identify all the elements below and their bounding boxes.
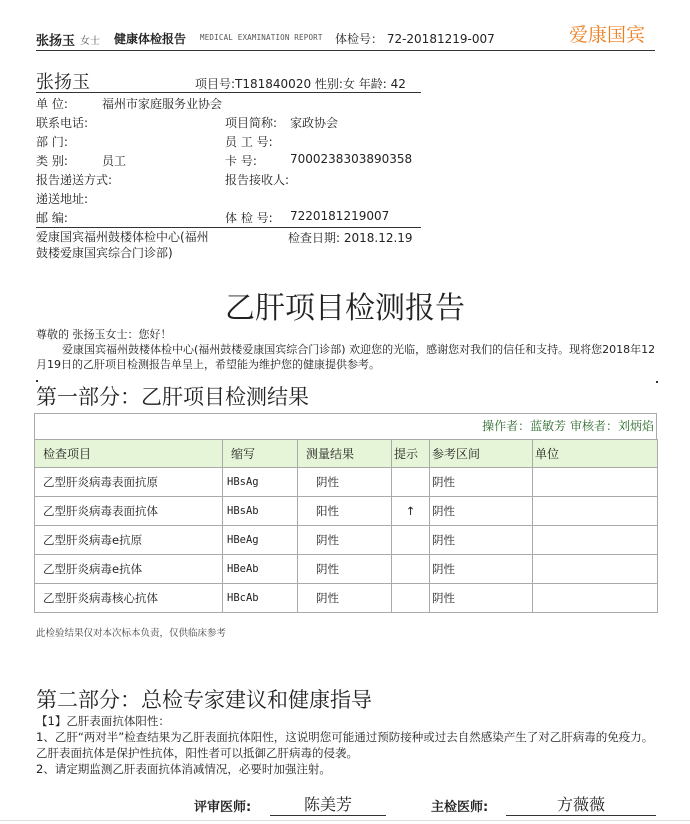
employee-number-label: 员 工 号: (225, 135, 273, 149)
intro-paragraph: 爱康国宾福州鼓楼体检中心(福州鼓楼爱康国宾综合门诊部) 欢迎您的光临，感谢您对我们的信任和支持。现将您2018年12月19日的乙肝项目检测报告单呈上，希望能为维护您的健康提供参考。 (36, 343, 656, 371)
delivery-address-label: 递送地址: (36, 192, 89, 206)
cell-flag (392, 468, 430, 497)
table-header-row (35, 440, 658, 468)
department-label: 部 门: (36, 135, 68, 149)
header-gender: 女士 (80, 36, 100, 47)
report-delivery-label: 报告递送方式: (36, 173, 113, 187)
project-value: 家政协会 (290, 116, 339, 130)
cell-abbr: HBeAb (223, 555, 298, 584)
cell-unit (533, 584, 658, 613)
cell-abbr: HBcAb (223, 584, 298, 613)
cell-flag (392, 555, 430, 584)
cell-flag (392, 526, 430, 555)
table-row (35, 497, 658, 526)
cell-unit (533, 497, 658, 526)
postcode-label: 邮 编: (36, 211, 68, 225)
cell-unit (533, 526, 658, 555)
cell-item: 乙型肝炎病毒表面抗体 (35, 497, 223, 526)
reviewer-signature: 陈美芳 (270, 795, 386, 816)
chief-examiner-label: 主检医师: (431, 800, 489, 815)
chief-examiner-signature: 方薇薇 (506, 795, 656, 816)
patient-divider-top (36, 92, 421, 93)
exam-center-name: 爱康国宾福州鼓楼体检中心(福州鼓楼爱康国宾综合门诊部) (36, 230, 209, 260)
results-table-container (34, 413, 657, 613)
patient-summary: 项目号:T181840020 性别:女 年龄: 42 (195, 77, 406, 91)
header-divider (36, 50, 655, 51)
col-header-abbr: 缩写 (223, 440, 298, 468)
operator-reviewer-line: 操作者：蓝敏芳 审核者：刘炳焰 (34, 413, 657, 439)
card-label: 卡 号: (225, 154, 257, 168)
cell-reference: 阴性 (430, 584, 533, 613)
exam-number-value: 7220181219007 (290, 209, 390, 223)
unit-label: 单 位: (36, 97, 68, 111)
header-report-title: 健康体检报告 (114, 32, 187, 46)
header-exam-number: 体检号： 72-20181219-007 (335, 32, 495, 46)
reviewer-label: 评审医师: (194, 800, 252, 815)
table-row (35, 526, 658, 555)
cell-reference: 阴性 (430, 468, 533, 497)
cell-flag-up-arrow: ↑ (392, 497, 430, 526)
report-receiver-label: 报告接收人: (225, 173, 290, 187)
col-header-result: 测量结果 (298, 440, 392, 468)
cell-result: 阴性 (298, 526, 392, 555)
table-row (35, 584, 658, 613)
brand-logo-text: 爱康国宾 (569, 24, 646, 46)
cell-reference: 阴性 (430, 526, 533, 555)
category-label: 类 别: (36, 154, 68, 168)
cell-result: 阴性 (298, 584, 392, 613)
col-header-reference: 参考区间 (430, 440, 533, 468)
section2-title: 第二部分：总检专家建议和健康指导 (36, 688, 372, 712)
report-title: 乙肝项目检测报告 (225, 291, 465, 326)
patient-divider-bottom (36, 227, 421, 228)
header-report-title-en: MEDICAL EXAMINATION REPORT (200, 33, 323, 42)
advice-heading: 【1】乙肝表面抗体阳性： (36, 714, 170, 728)
cell-reference: 阴性 (430, 497, 533, 526)
corner-mark-right (656, 381, 658, 383)
category-value: 员工 (102, 154, 127, 168)
cell-reference: 阴性 (430, 555, 533, 584)
results-disclaimer: 此检验结果仅对本次标本负责，仅供临床参考 (36, 628, 227, 639)
cell-item: 乙型肝炎病毒核心抗体 (35, 584, 223, 613)
exam-number-label: 体 检 号: (225, 211, 273, 225)
card-value: 7000238303890358 (290, 152, 413, 166)
advice-list (36, 729, 656, 777)
phone-label: 联系电话: (36, 116, 89, 130)
col-header-flag: 提示 (392, 440, 430, 468)
patient-name: 张扬玉 (36, 72, 90, 93)
unit-value: 福州市家庭服务业协会 (102, 97, 223, 111)
page-bottom-divider (0, 820, 690, 821)
cell-unit (533, 555, 658, 584)
table-row (35, 468, 658, 497)
col-header-item: 检查项目 (35, 440, 223, 468)
cell-item: 乙型肝炎病毒表面抗原 (35, 468, 223, 497)
greeting: 尊敬的 张扬玉女士：您好！ (36, 328, 172, 341)
header-patient-name: 张扬玉 (36, 34, 76, 49)
cell-abbr: HBsAb (223, 497, 298, 526)
cell-result: 阴性 (298, 468, 392, 497)
cell-abbr: HBeAg (223, 526, 298, 555)
advice-item-1: 1、乙肝“两对半”检查结果为乙肝表面抗体阳性，这说明您可能通过预防接种或过去自然感染产生了对乙肝病毒的免疫力。乙肝表面抗体是保护性抗体，阳性者可以抵御乙肝病毒的侵袭。 (36, 730, 654, 760)
col-header-unit: 单位 (533, 440, 658, 468)
advice-item-2: 2、请定期监测乙肝表面抗体消减情况，必要时加强注射。 (36, 762, 331, 776)
results-table (34, 439, 658, 613)
cell-abbr: HBsAg (223, 468, 298, 497)
cell-item: 乙型肝炎病毒e抗体 (35, 555, 223, 584)
cell-result: 阳性 (298, 497, 392, 526)
cell-flag (392, 584, 430, 613)
project-label: 项目简称: (225, 116, 278, 130)
check-date: 检查日期: 2018.12.19 (288, 231, 413, 245)
section1-title: 第一部分：乙肝项目检测结果 (36, 385, 309, 409)
cell-result: 阴性 (298, 555, 392, 584)
table-row (35, 555, 658, 584)
cell-item: 乙型肝炎病毒e抗原 (35, 526, 223, 555)
cell-unit (533, 468, 658, 497)
